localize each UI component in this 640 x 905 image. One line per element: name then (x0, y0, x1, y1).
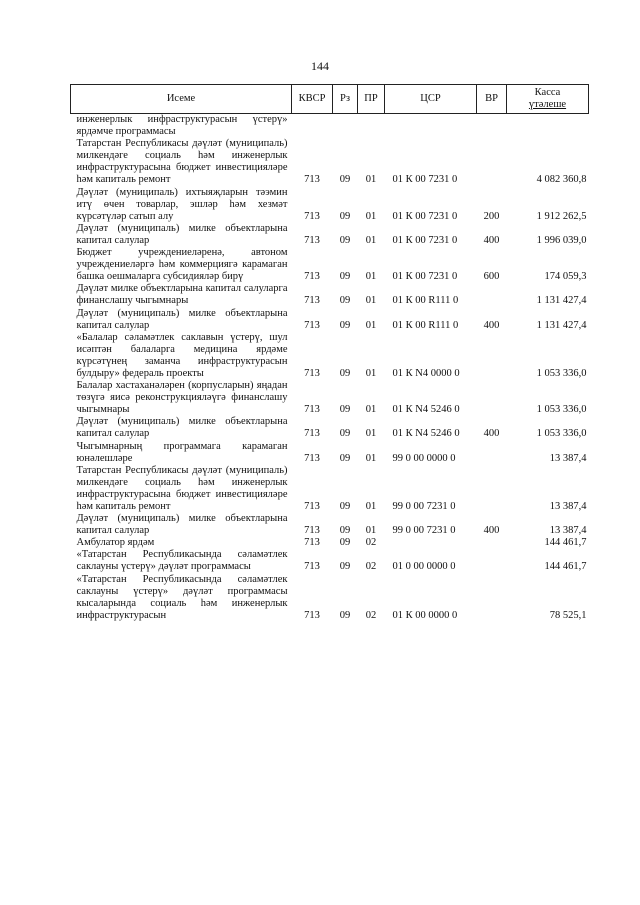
row-name: Дәүләт (муниципаль) милке объектларына капитал салулар (76, 222, 288, 246)
row-csr: 01 К N4 5246 0 (392, 428, 460, 440)
row-rz: 09 (339, 234, 351, 246)
row-vr (477, 549, 507, 573)
row-vr: 600 (483, 271, 500, 283)
row-name: Чыгымнарның программага карамаган юнәлешләре (76, 440, 288, 464)
row-kvsr: 713 (304, 609, 320, 621)
row-vr (477, 574, 507, 622)
table-row (71, 513, 589, 537)
row-pr: 01 (365, 501, 377, 512)
row-vr (477, 114, 507, 139)
row-rz: 09 (339, 404, 351, 416)
table-row (71, 465, 589, 513)
row-rz: 09 (339, 367, 351, 379)
row-csr: 01 К N4 0000 0 (392, 367, 460, 379)
row-csr: 99 0 00 7231 0 (392, 525, 456, 537)
row-kvsr: 713 (304, 210, 320, 222)
row-rz: 09 (339, 271, 351, 283)
row-rz: 09 (339, 295, 351, 307)
row-kassa: 1 996 039,0 (536, 234, 587, 246)
row-vr (477, 380, 507, 416)
row-kassa: 78 525,1 (549, 609, 587, 621)
header-kassa (507, 85, 589, 114)
row-csr: 01 К 00 7231 0 (392, 271, 458, 283)
row-pr: 01 (365, 452, 377, 464)
row-csr: 01 К N4 5246 0 (392, 404, 460, 416)
header-rz: Рз (333, 85, 358, 114)
header-pr: ПР (358, 85, 385, 114)
row-rz: 09 (339, 319, 351, 331)
table-body (71, 114, 589, 622)
row-kassa: 1 131 427,4 (536, 295, 587, 307)
row-rz (333, 114, 358, 139)
row-name: Балалар хастаханәләрен (корпусларын) яңадан төзүгә яисә реконструкцияләүгә финанслашу чыгымнары (76, 380, 288, 416)
row-pr: 01 (365, 174, 377, 186)
row-pr: 01 (365, 319, 377, 331)
row-csr: 01 К 00 R111 0 (392, 319, 459, 331)
row-kvsr: 713 (304, 319, 320, 331)
row-rz: 09 (339, 174, 351, 186)
row-name: Татарстан Республикасы дәүләт (муниципаль) милкендәге социаль һәм инженерлык инфраструктурасына бюджет инвестицияләре һәм капиталь ремонт (76, 464, 288, 512)
header-kassa-line1: Касса (534, 87, 561, 98)
row-kassa: 174 059,3 (544, 271, 587, 283)
row-name: Татарстан Республикасы дәүләт (муниципаль) милкендәге социаль һәм инженерлык инфраструктурасына бюджет инвестицияләре һәм капиталь ремонт (76, 138, 288, 186)
row-name: инженерлык инфраструктурасын үстерү» ярдәмче программасы (76, 114, 288, 138)
row-pr: 01 (365, 404, 377, 416)
row-pr (358, 114, 385, 139)
row-pr: 01 (365, 367, 377, 379)
table-row (71, 114, 589, 139)
row-rz: 09 (339, 609, 351, 621)
row-csr: 01 К 00 7231 0 (392, 210, 458, 222)
row-csr: 01 К 00 0000 0 (392, 609, 458, 621)
row-kvsr: 713 (304, 271, 320, 283)
row-kassa: 1 053 336,0 (536, 367, 587, 379)
row-name: «Балалар сәламәтлек саклавын үстерү, шул исәптән балаларга медицина ярдәме күрсәтүнең заманча инфраструктурасын булдыру» федераль проекты (76, 331, 288, 379)
header-kvsr: КВСР (292, 85, 333, 114)
row-kassa: 1 131 427,4 (536, 319, 587, 331)
table-row (71, 574, 589, 622)
header-name: Исеме (71, 85, 292, 114)
row-kassa: 1 912 262,5 (536, 210, 587, 222)
row-kvsr: 713 (304, 428, 320, 440)
row-name: Дәүләт милке объектларына капитал салуларга финанслашу чыгымнары (76, 283, 288, 307)
table-row (71, 416, 589, 440)
row-rz: 09 (339, 452, 351, 464)
row-rz: 09 (339, 501, 351, 512)
row-vr: 400 (483, 428, 500, 440)
row-kvsr (292, 114, 333, 139)
row-name: Бюджет учреждениеләренә, автоном учреждениеләргә һәм коммерциягә карамаган башка оешмаларга субсидияләр бирү (76, 247, 288, 283)
table-row (71, 380, 589, 416)
row-csr: 01 К 00 7231 0 (392, 174, 458, 186)
row-csr: 01 К 00 R111 0 (392, 295, 459, 307)
table-row (71, 187, 589, 223)
row-kvsr: 713 (304, 501, 320, 512)
row-kassa: 1 053 336,0 (536, 404, 587, 416)
row-vr (477, 332, 507, 380)
row-vr (477, 283, 507, 307)
row-kassa: 144 461,7 (544, 561, 587, 573)
row-pr: 01 (365, 234, 377, 246)
row-kassa: 1 053 336,0 (536, 428, 587, 440)
row-pr: 02 (365, 609, 377, 621)
table-row (71, 441, 589, 465)
table-row (71, 283, 589, 307)
row-rz: 09 (339, 210, 351, 222)
row-kassa: 13 387,4 (549, 501, 587, 512)
row-rz: 09 (339, 537, 351, 549)
row-name: Дәүләт (муниципаль) ихтыяҗларын тәэмин итү өчен товарлар, эшләр һәм хезмәт күрсәтүләр сатып алу (76, 186, 288, 222)
table-row (71, 537, 589, 549)
row-kvsr: 713 (304, 452, 320, 464)
row-kvsr: 713 (304, 174, 320, 186)
table-row (71, 247, 589, 283)
row-vr: 400 (483, 319, 500, 331)
row-pr: 01 (365, 210, 377, 222)
row-vr: 400 (483, 525, 500, 537)
row-pr: 02 (365, 561, 377, 573)
row-kvsr: 713 (304, 404, 320, 416)
row-name: Дәүләт (муниципаль) милке объектларына капитал салулар (76, 416, 288, 440)
row-csr: 01 0 00 0000 0 (392, 561, 456, 573)
row-pr: 02 (365, 537, 377, 549)
header-csr: ЦСР (385, 85, 477, 114)
row-csr (385, 537, 477, 549)
row-vr: 200 (483, 210, 500, 222)
row-pr: 01 (365, 428, 377, 440)
row-vr: 400 (483, 234, 500, 246)
row-name: Дәүләт (муниципаль) милке объектларына капитал салулар (76, 513, 288, 537)
row-vr (477, 441, 507, 465)
budget-table (70, 84, 589, 622)
row-csr (385, 114, 477, 139)
row-pr: 01 (365, 271, 377, 283)
row-csr: 99 0 00 7231 0 (392, 501, 456, 512)
row-vr (477, 537, 507, 549)
page-number: 144 (311, 59, 329, 73)
row-kvsr: 713 (304, 561, 320, 573)
header-kassa-line2: үтәлеше (528, 99, 567, 110)
table-row (71, 223, 589, 247)
row-kassa: 13 387,4 (549, 452, 587, 464)
row-kassa (507, 114, 589, 139)
row-pr: 01 (365, 525, 377, 537)
table-row (71, 549, 589, 573)
table-row (71, 332, 589, 380)
row-kassa: 13 387,4 (549, 525, 587, 537)
table-header (71, 85, 589, 114)
row-csr: 99 0 00 0000 0 (392, 452, 456, 464)
row-name: Дәүләт (муниципаль) милке объектларына капитал салулар (76, 307, 288, 331)
header-vr: ВР (477, 85, 507, 114)
row-kvsr: 713 (304, 234, 320, 246)
row-rz: 09 (339, 561, 351, 573)
row-csr: 01 К 00 7231 0 (392, 234, 458, 246)
row-name: «Татарстан Республикасында сәламәтлек саклауны үстерү» дәүләт программасы (76, 549, 288, 573)
row-rz: 09 (339, 525, 351, 537)
table-row (71, 308, 589, 332)
row-kassa: 144 461,7 (544, 537, 587, 549)
row-kvsr: 713 (304, 367, 320, 379)
row-pr: 01 (365, 295, 377, 307)
row-kvsr: 713 (304, 525, 320, 537)
row-name: «Татарстан Республикасында сәламәтлек саклауны үстерү» дәүләт программасы кысаларында социаль һәм инженерлык инфраструктурасын (76, 573, 288, 621)
row-vr (477, 138, 507, 186)
table-row (71, 138, 589, 186)
row-name: Амбулатор ярдәм (76, 537, 155, 549)
row-kvsr: 713 (304, 295, 320, 307)
row-kassa: 4 082 360,8 (536, 174, 587, 186)
row-rz: 09 (339, 428, 351, 440)
row-vr (477, 465, 507, 513)
row-kvsr: 713 (304, 537, 320, 549)
